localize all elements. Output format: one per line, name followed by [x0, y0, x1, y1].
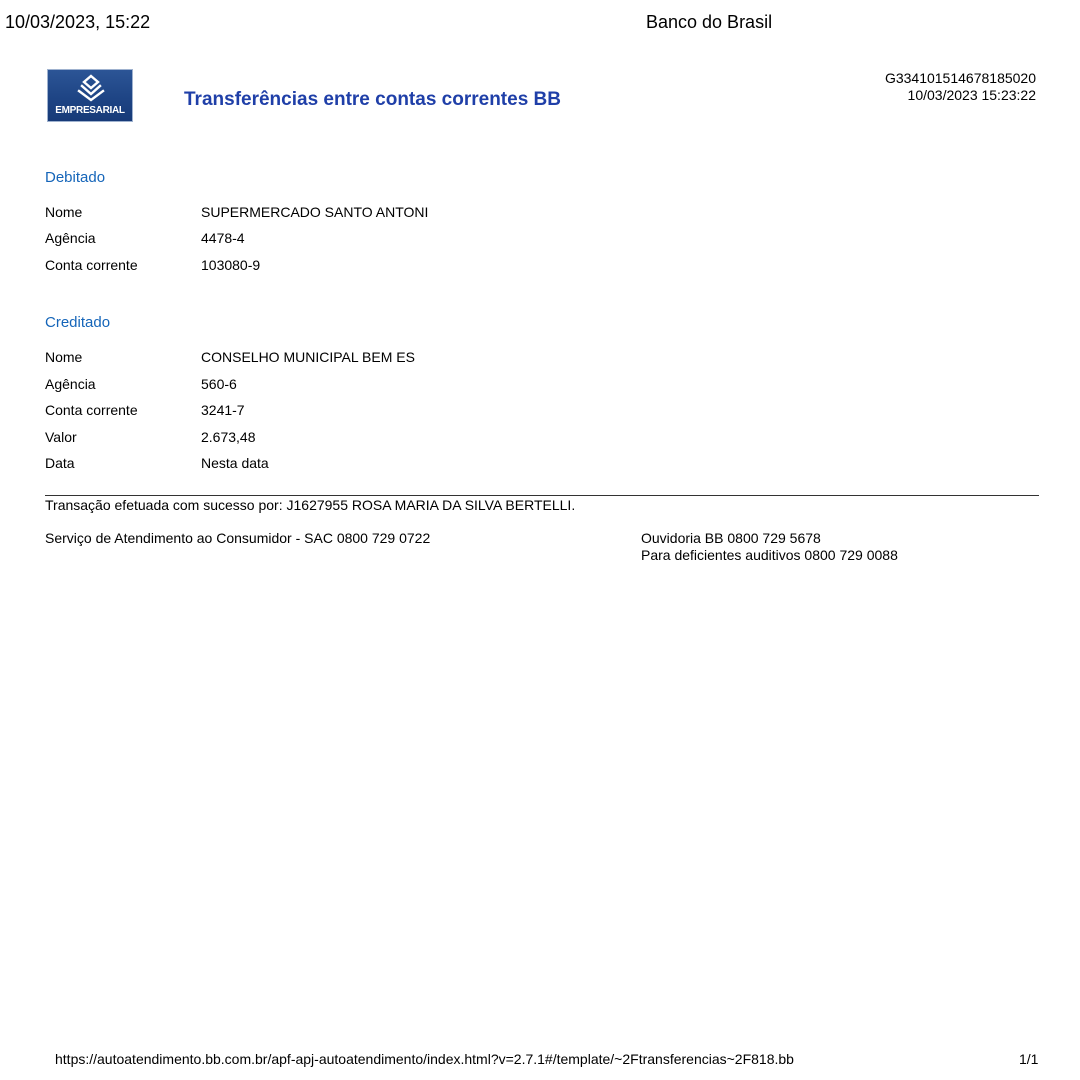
credited-name-label: Nome — [45, 349, 83, 365]
credited-agency-value: 560-6 — [201, 376, 237, 392]
debited-agency-label: Agência — [45, 230, 96, 246]
document-timestamp: 10/03/2023 15:23:22 — [907, 87, 1036, 103]
divider — [45, 495, 1039, 496]
credited-date-value: Nesta data — [201, 455, 269, 471]
document-title: Transferências entre contas correntes BB — [184, 89, 561, 110]
credited-date-label: Data — [45, 455, 75, 471]
document-reference-block — [885, 70, 1036, 104]
debited-account-label: Conta corrente — [45, 257, 138, 273]
debited-name-value: SUPERMERCADO SANTO ANTONI — [201, 204, 429, 220]
print-page-number: 1/1 — [1019, 1051, 1039, 1067]
document-reference-number: G334101514678185020 — [884, 70, 1036, 86]
ouvidoria-contact: Ouvidoria BB 0800 729 5678 — [641, 530, 821, 546]
hearing-impaired-contact: Para deficientes auditivos 0800 729 0088 — [641, 547, 898, 563]
credited-account-label: Conta corrente — [45, 402, 138, 418]
banco-do-brasil-logo-icon — [76, 74, 106, 102]
print-footer-url: https://autoatendimento.bb.com.br/apf-apj-autoatendimento/index.html?v=2.7.1#/template/~2Ftransferencias~2F818.bb — [55, 1051, 794, 1067]
credited-name-value: CONSELHO MUNICIPAL BEM ES — [201, 349, 415, 365]
debited-agency-value: 4478-4 — [201, 230, 245, 246]
bb-empresarial-logo — [47, 69, 133, 122]
debited-section-heading: Debitado — [45, 169, 106, 186]
debited-account-value: 103080-9 — [201, 257, 261, 273]
print-page-title: Banco do Brasil — [646, 12, 773, 32]
print-datetime: 10/03/2023, 15:22 — [5, 12, 151, 32]
credited-amount-value: 2.673,48 — [201, 429, 256, 445]
credited-amount-label: Valor — [45, 429, 77, 445]
debited-name-label: Nome — [45, 204, 83, 220]
logo-text: EMPRESARIAL — [55, 105, 125, 116]
ouvidoria-contact-block — [641, 530, 898, 564]
credited-agency-label: Agência — [45, 376, 96, 392]
credited-account-value: 3241-7 — [201, 402, 245, 418]
transaction-confirmation: Transação efetuada com sucesso por: J1627955 ROSA MARIA DA SILVA BERTELLI. — [45, 497, 576, 513]
sac-contact: Serviço de Atendimento ao Consumidor - SAC 0800 729 0722 — [45, 530, 431, 546]
credited-section-heading: Creditado — [45, 314, 111, 331]
